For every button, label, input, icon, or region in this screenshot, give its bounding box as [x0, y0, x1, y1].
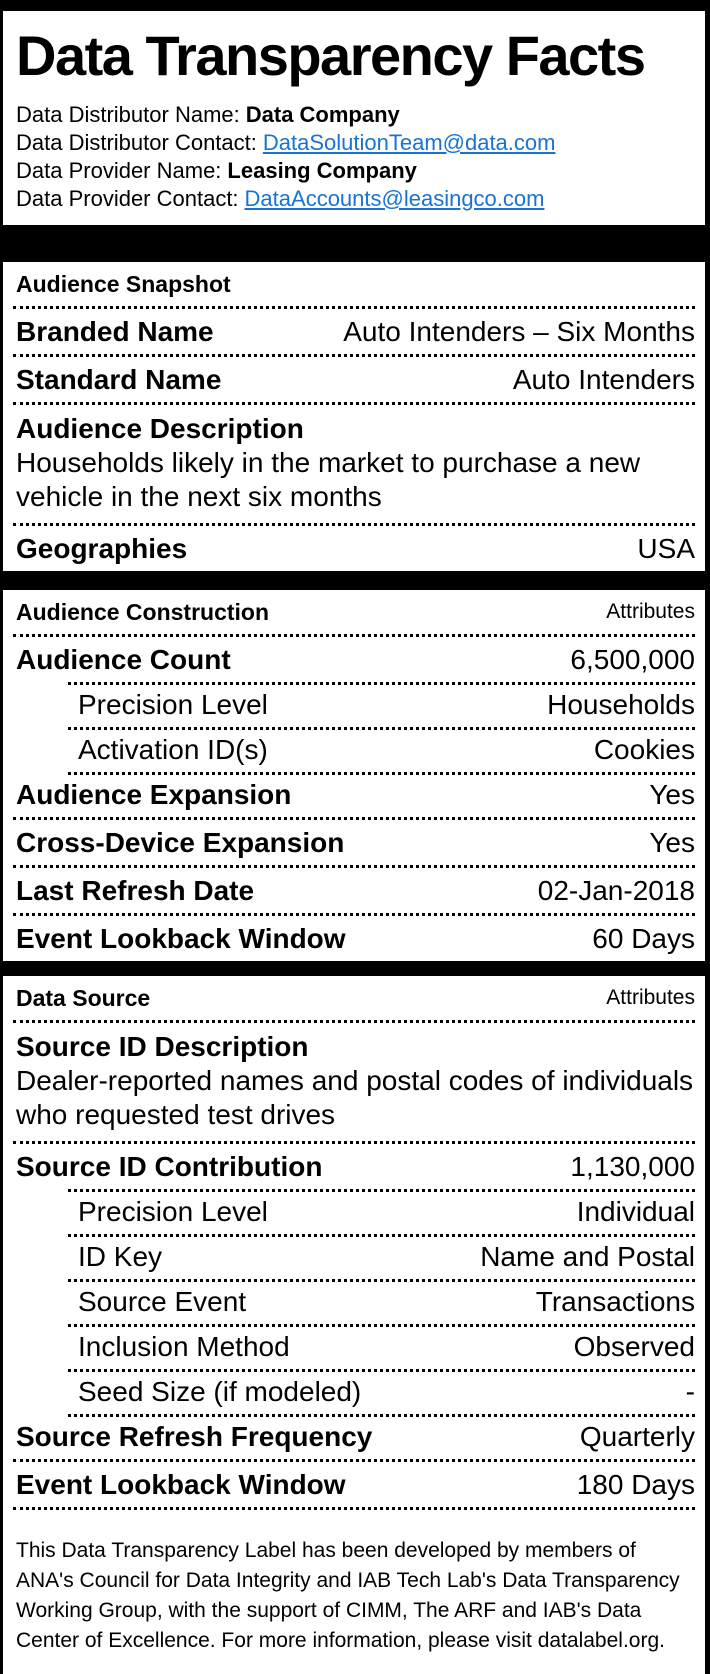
row-label: Precision Level — [78, 1195, 268, 1227]
row-label: Activation ID(s) — [78, 733, 268, 765]
provider-contact-line — [16, 185, 695, 213]
distributor-name-line — [16, 101, 695, 129]
row-label: Precision Level — [78, 688, 268, 720]
footer-attribution-text: This Data Transparency Label has been developed by members of ANA's Council for Data Integrity and IAB Tech Lab's Data Transparency Working Group, with the support of CIMM, The ARF and IAB's Data Center of Excellence. For more information, please visit datalabel.org. — [13, 1507, 695, 1674]
row-label: Inclusion Method — [78, 1330, 290, 1362]
row-value: Observed — [573, 1330, 695, 1362]
header-panel — [3, 11, 705, 225]
row-label: Standard Name — [16, 363, 222, 395]
row-label: Source Event — [78, 1285, 247, 1317]
provider-contact-label: Data Provider Contact: — [16, 185, 239, 211]
row-source-id-contribution — [13, 1141, 695, 1189]
block-audience-description — [13, 402, 695, 523]
distributor-name-label: Data Distributor Name: — [16, 101, 240, 127]
subrow-id-key — [13, 1234, 695, 1279]
row-audience-expansion — [13, 772, 695, 817]
audience-construction-section — [3, 590, 705, 961]
section-title-data-source: Data Source — [16, 984, 151, 1011]
distributor-contact-label: Data Distributor Contact: — [16, 129, 257, 155]
page-title: Data Transparency Facts — [16, 24, 645, 87]
row-label: Last Refresh Date — [16, 874, 255, 906]
row-geographies — [13, 523, 695, 571]
row-value: 6,500,000 — [570, 643, 695, 675]
row-value: Yes — [649, 778, 695, 810]
data-source-section — [3, 976, 705, 1674]
row-value: Yes — [649, 826, 695, 858]
row-value: Name and Postal — [480, 1240, 695, 1272]
row-value: Individual — [576, 1195, 695, 1227]
attributes-column-label: Attributes — [606, 986, 695, 1010]
data-source-header — [13, 976, 695, 1023]
row-label: Event Lookback Window — [16, 922, 346, 954]
distributor-name-value: Data Company — [245, 101, 400, 127]
row-value: Auto Intenders — [512, 363, 695, 395]
row-value: 60 Days — [592, 922, 695, 954]
row-last-refresh-date — [13, 865, 695, 913]
attributes-column-label: Attributes — [606, 600, 695, 624]
subrow-precision-level — [13, 1189, 695, 1234]
block-source-id-description — [13, 1023, 695, 1141]
subrow-seed-size — [13, 1369, 695, 1414]
provider-name-label: Data Provider Name: — [16, 157, 222, 183]
row-value: Quarterly — [579, 1420, 695, 1452]
row-label: Audience Expansion — [16, 778, 292, 810]
row-value: Transactions — [535, 1285, 695, 1317]
audience-snapshot-header — [13, 262, 695, 309]
audience-construction-header — [13, 590, 695, 637]
row-cross-device-expansion — [13, 817, 695, 865]
row-value: USA — [637, 532, 695, 564]
block-title: Source ID Description — [16, 1030, 309, 1062]
row-label: Source Refresh Frequency — [16, 1420, 373, 1452]
row-label: Source ID Contribution — [16, 1150, 323, 1182]
row-value: - — [685, 1375, 695, 1407]
row-value: Cookies — [593, 733, 695, 765]
section-title-audience-construction: Audience Construction — [16, 598, 270, 625]
row-value: 180 Days — [576, 1468, 695, 1500]
row-value: Auto Intenders – Six Months — [343, 315, 695, 347]
row-label: ID Key — [78, 1240, 163, 1272]
provider-contact-link[interactable]: DataAccounts@leasingco.com — [244, 185, 545, 211]
distributor-contact-line — [16, 129, 695, 157]
row-label: Geographies — [16, 532, 188, 564]
block-text: Households likely in the market to purchase a new vehicle in the next six months — [16, 446, 641, 512]
row-value: 02-Jan-2018 — [537, 874, 695, 906]
subrow-precision-level — [13, 682, 695, 727]
row-value: Households — [547, 688, 695, 720]
subrow-source-event — [13, 1279, 695, 1324]
row-source-refresh-frequency — [13, 1414, 695, 1459]
row-standard-name — [13, 354, 695, 402]
block-text: Dealer-reported names and postal codes of individuals who requested test drives — [16, 1064, 694, 1130]
row-event-lookback-window — [13, 1459, 695, 1507]
section-title-audience-snapshot: Audience Snapshot — [16, 270, 231, 297]
subrow-activation-ids — [13, 727, 695, 772]
row-label: Branded Name — [16, 315, 214, 347]
row-branded-name — [13, 309, 695, 354]
row-label: Event Lookback Window — [16, 1468, 346, 1500]
provider-name-value: Leasing Company — [227, 157, 417, 183]
distributor-contact-link[interactable]: DataSolutionTeam@data.com — [262, 129, 556, 155]
row-audience-count — [13, 637, 695, 682]
row-value: 1,130,000 — [570, 1150, 695, 1182]
row-label: Seed Size (if modeled) — [78, 1375, 362, 1407]
subrow-inclusion-method — [13, 1324, 695, 1369]
audience-snapshot-section — [3, 262, 705, 571]
row-label: Cross-Device Expansion — [16, 826, 345, 858]
block-title: Audience Description — [16, 412, 304, 444]
row-label: Audience Count — [16, 643, 231, 675]
provider-name-line — [16, 157, 695, 185]
row-event-lookback-window — [13, 913, 695, 961]
